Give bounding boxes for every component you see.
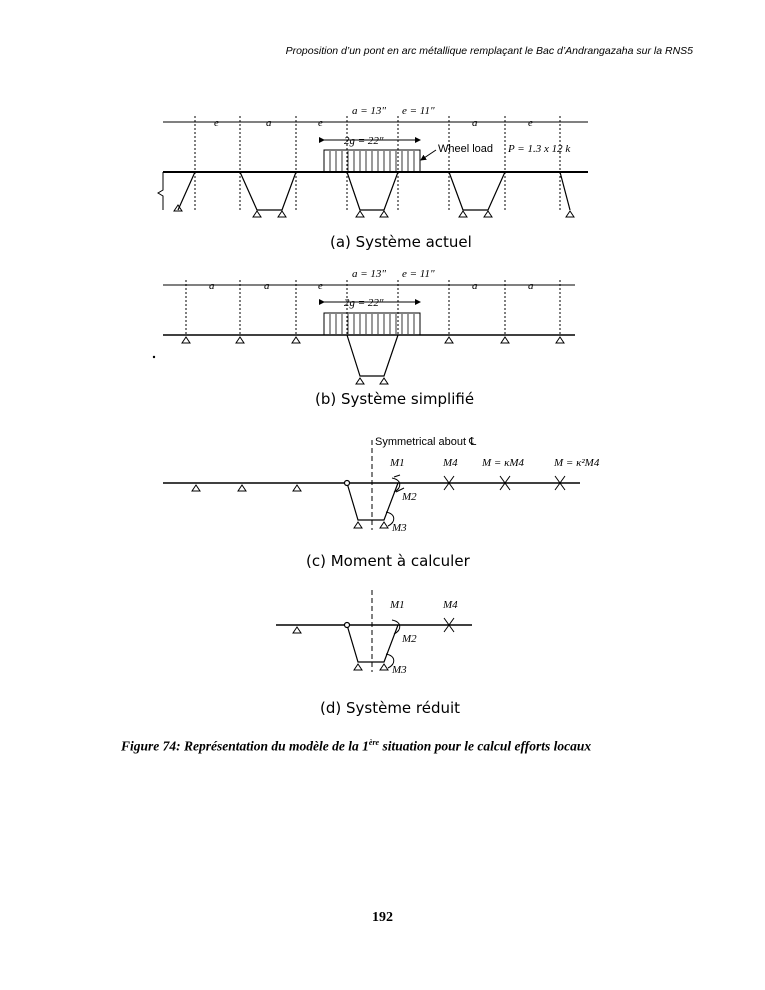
d-m2: M2 bbox=[402, 633, 417, 645]
diagram-a bbox=[158, 116, 588, 217]
caption-a: (a) Système actuel bbox=[330, 233, 472, 251]
caption-d: (d) Système réduit bbox=[320, 699, 461, 717]
caption-b: (b) Système simplifié bbox=[315, 390, 475, 408]
c-m2: M2 bbox=[402, 491, 417, 503]
d-m1: M1 bbox=[390, 599, 405, 611]
caption-c-part2: à calculer bbox=[396, 552, 470, 570]
dim-a-6: e bbox=[528, 117, 533, 129]
dim-b-4: e = 11" bbox=[402, 268, 435, 280]
dim-a-4: e = 11" bbox=[402, 105, 435, 117]
wheel-label: Wheel load bbox=[438, 143, 494, 155]
caption-c bbox=[306, 552, 470, 570]
diagram-c-labels bbox=[375, 436, 600, 534]
dim-b-6: a bbox=[528, 280, 534, 292]
dim-b-1: a bbox=[264, 280, 270, 292]
c-m-kappa2: M = κ²M4 bbox=[554, 457, 600, 469]
diagram-d-labels bbox=[389, 599, 458, 676]
figure-caption bbox=[121, 738, 591, 755]
dim-a-2: e bbox=[318, 117, 323, 129]
dim-b-2: e bbox=[318, 280, 323, 292]
c-m1: M1 bbox=[390, 457, 405, 469]
diagram-c bbox=[163, 440, 580, 530]
dim-b-0: a bbox=[209, 280, 215, 292]
c-m3: M3 bbox=[392, 522, 407, 534]
d-m3: M3 bbox=[392, 664, 407, 676]
d-m4: M4 bbox=[443, 599, 458, 611]
width-b: 2g = 22" bbox=[344, 297, 384, 309]
diagram-b bbox=[163, 280, 575, 384]
dim-a-0: e bbox=[214, 117, 219, 129]
dim-b-5: a bbox=[472, 280, 478, 292]
running-header: Proposition d’un pont en arc métallique remplaçant le Bac d’Andrangazaha sur la RNS5 bbox=[285, 45, 693, 57]
dim-a-5: a bbox=[472, 117, 478, 129]
dim-b-3: a = 13" bbox=[352, 268, 387, 280]
symmetry-label: Symmetrical about ℄ bbox=[375, 436, 477, 448]
caption-c-part1: (c) Moment bbox=[306, 552, 393, 570]
diagram-a-labels bbox=[214, 105, 571, 155]
figure-superscript: ère bbox=[368, 738, 380, 747]
figure-text-after: situation pour le calcul efforts locaux bbox=[379, 738, 592, 754]
figure-label: Figure 74: bbox=[121, 738, 181, 754]
diagram-b-labels bbox=[209, 268, 534, 309]
page-number: 192 bbox=[372, 910, 393, 925]
figure-text-before: Représentation du modèle de la 1 bbox=[180, 738, 369, 754]
load-value: P = 1.3 x 12 k bbox=[508, 143, 571, 155]
stray-dot bbox=[153, 356, 155, 358]
c-m-kappa: M = κM4 bbox=[482, 457, 525, 469]
width-a: 2g = 22" bbox=[344, 135, 384, 147]
dim-a-1: a bbox=[266, 117, 272, 129]
c-m4: M4 bbox=[443, 457, 458, 469]
dim-a-3: a = 13" bbox=[352, 105, 387, 117]
